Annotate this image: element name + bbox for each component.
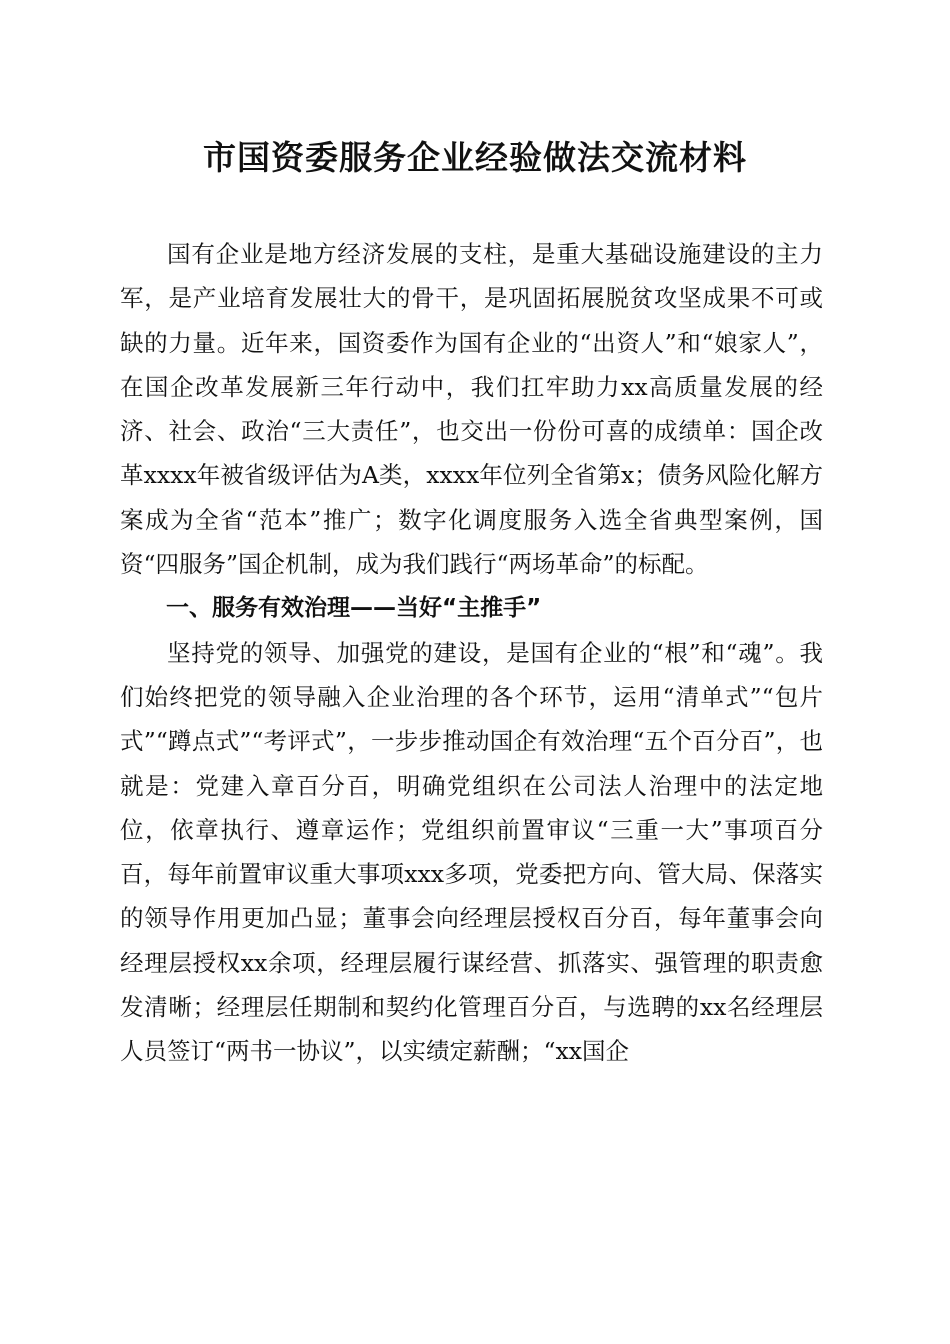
intro-paragraph: 国有企业是地方经济发展的支柱，是重大基础设施建设的主力军，是产业培育发展壮大的骨干，是巩固拓展脱贫攻坚成果不可或缺的力量。近年来，国资委作为国有企业的“出资人”和“娘家人”，在国企改革发展新三年行动中，我们扛牢助力xx高质量发展的经济、社会、政治“三大责任”，也交出一份份可喜的成绩单：国企改革xxxx年被省级评估为A类，xxxx年位列全省第x；债务风险化解方案成为全省“范本”推广；数字化调度服务入选全省典型案例，国资“四服务”国企机制，成为我们践行“两场革命”的标配。: [120, 240, 823, 579]
document-body: [120, 232, 823, 1074]
section-paragraph: 坚持党的领导、加强党的建设，是国有企业的“根”和“魂”。我们始终把党的领导融入企业治理的各个环节，运用“清单式”“包片式”“蹲点式”“考评式”，一步步推动国企有效治理“五个百分百”，也就是：党建入章百分百，明确党组织在公司法人治理中的法定地位，依章执行、遵章运作；党组织前置审议“三重一大”事项百分百，每年前置审议重大事项xxx多项，党委把方向、管大局、保落实的领导作用更加凸显；董事会向经理层授权百分百，每年董事会向经理层授权xx余项，经理层履行谋经营、抓落实、强管理的职责愈发清晰；经理层任期制和契约化管理百分百，与选聘的xx名经理层人员签订“两书一协议”，以实绩定薪酬；“xx国企: [120, 638, 823, 1066]
section-heading: 一、服务有效治理——当好“主推手”: [166, 595, 542, 622]
document-title: 市国资委服务企业经验做法交流材料: [203, 138, 747, 177]
